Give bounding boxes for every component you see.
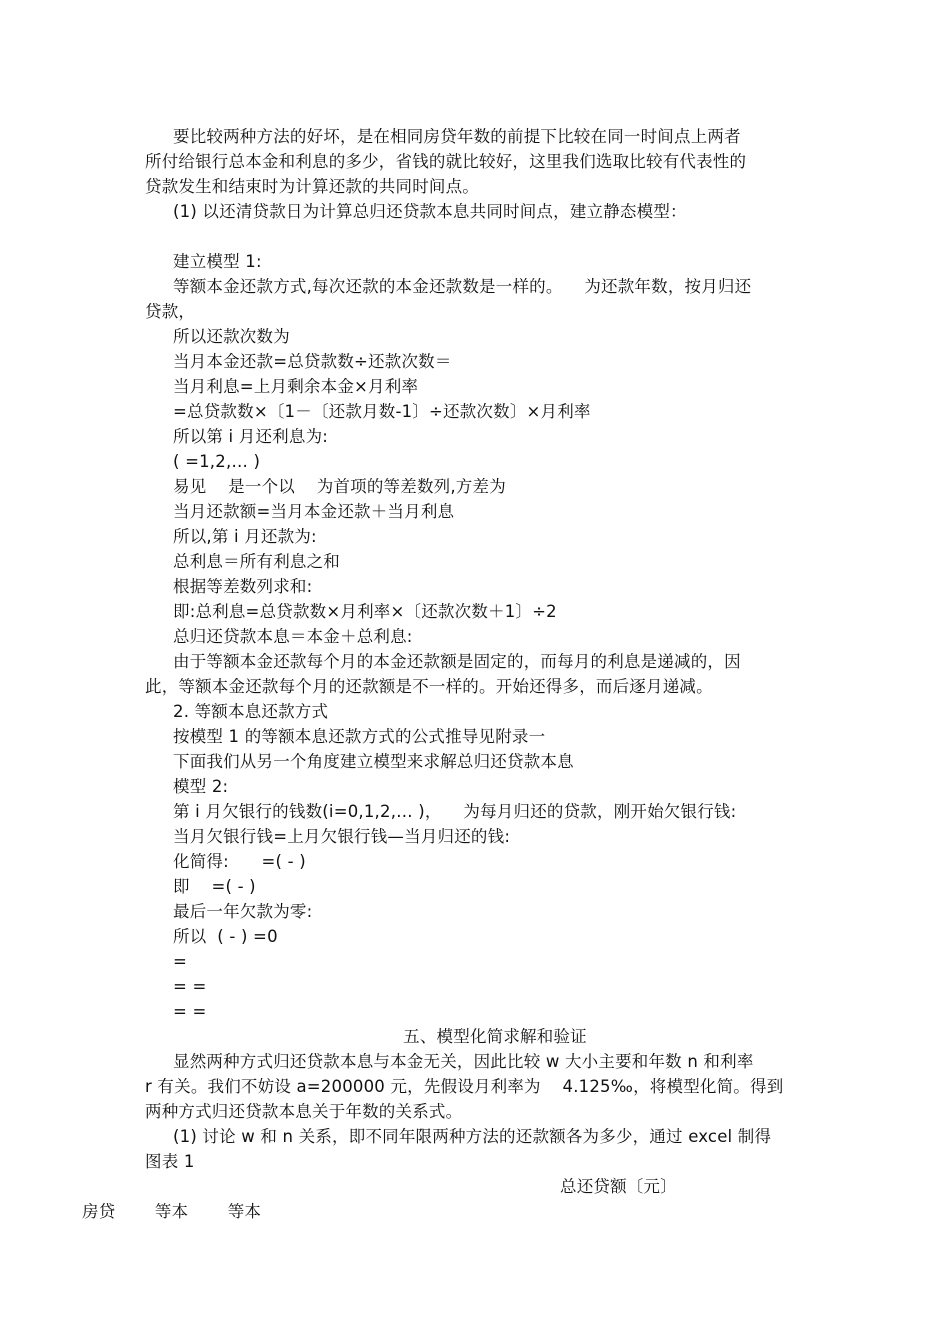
text-line: 所以还款次数为 <box>173 327 290 346</box>
text-line: = = <box>173 977 207 996</box>
text-line: 所以,第 i 月还款为: <box>173 527 317 546</box>
text-line: 两种方式归还贷款本息关于年数的关系式。 <box>145 1102 463 1121</box>
text-line: 由于等额本金还款每个月的本金还款额是固定的，而每月的利息是递减的，因 <box>173 652 741 671</box>
text-line: 当月本金还款=总贷款数÷还款次数＝ <box>173 352 452 371</box>
text-line: 化简得: =( - ) <box>173 852 306 871</box>
text-line: 2. 等额本息还款方式 <box>173 702 329 721</box>
text-line: 图表 1 <box>145 1152 195 1171</box>
text-line: 贷款， <box>145 302 196 321</box>
text-line: 贷款发生和结束时为计算还款的共同时间点。 <box>145 177 479 196</box>
text-line: 总利息＝所有利息之和 <box>173 552 340 571</box>
text-line: 所以第 i 月还利息为: <box>173 427 329 446</box>
text-line: 总还贷额〔元〕 <box>560 1177 677 1196</box>
text-line: 下面我们从另一个角度建立模型来求解总归还贷款本息 <box>173 752 574 771</box>
text-line: = <box>173 952 188 971</box>
text-line: 要比较两种方法的好坏，是在相同房贷年数的前提下比较在同一时间点上两者 <box>173 127 741 146</box>
text-line: 所以 ( - ) =0 <box>173 927 278 946</box>
text-line: 当月欠银行钱=上月欠银行钱—当月归还的钱: <box>173 827 511 846</box>
text-line: 即:总利息=总贷款数×月利率×〔还款次数＋1〕÷2 <box>173 602 557 621</box>
text-line: 建立模型 1: <box>173 252 262 271</box>
text-line: =总贷款数×〔1－〔还款月数-1〕÷还款次数〕×月利率 <box>173 402 591 421</box>
text-line: 第 i 月欠银行的钱数(i=0,1,2,… )， 为每月归还的贷款，刚开始欠银行钱: <box>173 802 737 821</box>
section-heading: 五、模型化简求解和验证 <box>403 1027 587 1046</box>
text-line: 此，等额本金还款每个月的还款额是不一样的。开始还得多，而后逐月递减。 <box>145 677 713 696</box>
text-line: 所付给银行总本金和利息的多少，省钱的就比较好，这里我们选取比较有代表性的 <box>145 152 747 171</box>
text-line: 显然两种方式归还贷款本息与本金无关，因此比较 w 大小主要和年数 n 和利率 <box>173 1052 754 1071</box>
text-line: 按模型 1 的等额本息还款方式的公式推导见附录一 <box>173 727 546 746</box>
text-line: 最后一年欠款为零: <box>173 902 313 921</box>
blank-line <box>0 224 950 249</box>
text-line: 当月利息=上月剩余本金×月利率 <box>173 377 419 396</box>
text-line: 房贷 等本 等本 <box>82 1202 262 1221</box>
text-line: (1) 讨论 w 和 n 关系，即不同年限两种方法的还款额各为多少，通过 excel 制得 <box>173 1127 772 1146</box>
text-line: 根据等差数列求和: <box>173 577 313 596</box>
text-line: 模型 2: <box>173 777 229 796</box>
text-line: 当月还款额=当月本金还款＋当月利息 <box>173 502 455 521</box>
text-line: = = <box>173 1002 207 1021</box>
text-line: 总归还贷款本息＝本金＋总利息: <box>173 627 413 646</box>
document-body <box>0 124 950 1224</box>
text-line: (1) 以还清贷款日为计算总归还贷款本息共同时间点，建立静态模型： <box>173 202 687 221</box>
text-line: ( =1,2,… ) <box>173 452 261 471</box>
text-line: 等额本金还款方式,每次还款的本金还款数是一样的。 为还款年数，按月归还 <box>173 277 752 296</box>
text-line: r 有关。我们不妨设 a=200000 元，先假设月利率为 4.125‰，将模型化简。得到 <box>145 1077 784 1096</box>
text-line: 即 =( - ) <box>173 877 256 896</box>
text-line: 易见 是一个以 为首项的等差数列,方差为 <box>173 477 506 496</box>
